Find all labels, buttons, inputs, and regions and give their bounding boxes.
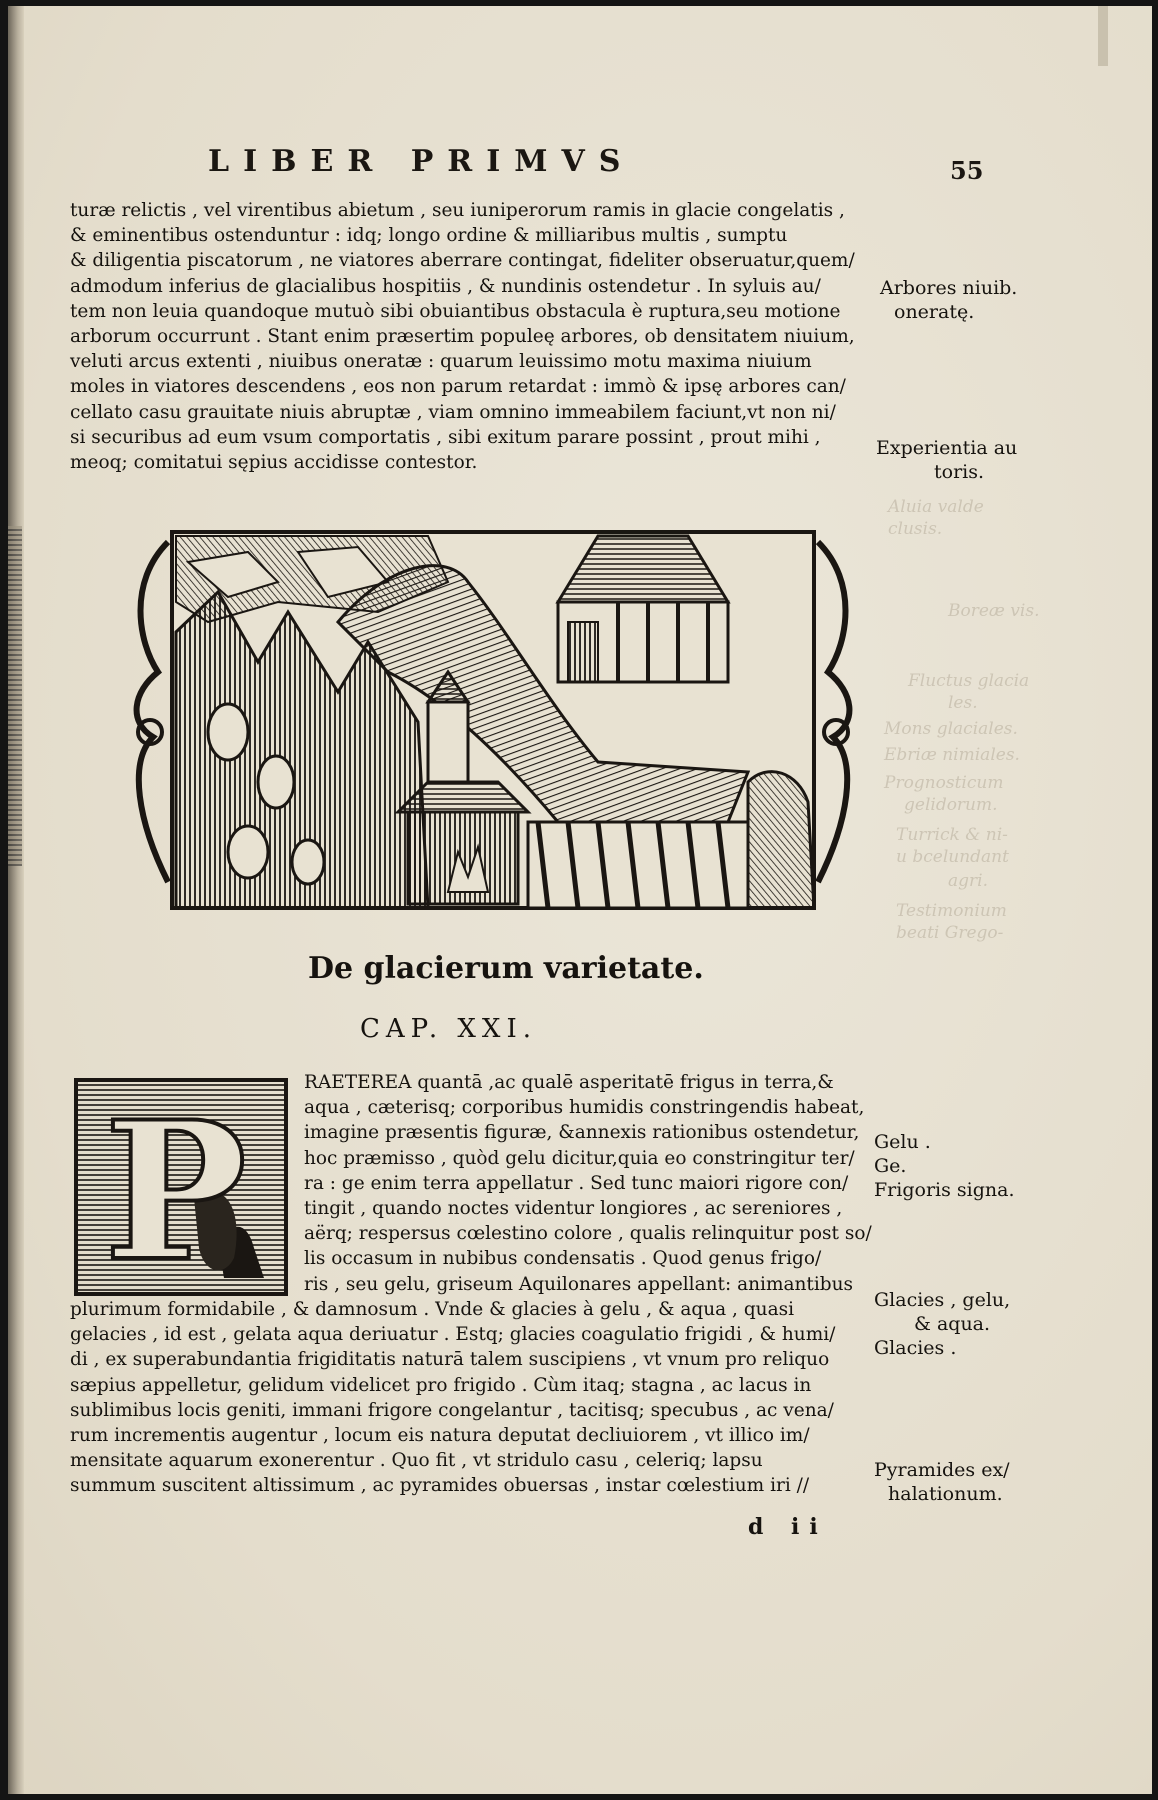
margin-note-line: Glacies , gelu, — [874, 1289, 1011, 1311]
top-paragraph — [70, 198, 870, 475]
margin-note-glacies — [874, 1288, 1010, 1360]
text-line: ris , seu gelu, griseum Aquilonares appellant: animantibus — [304, 1273, 854, 1295]
text-line: sublimibus locis geniti, immani frigore congelantur , tacitisq; specubus , ac vena/ — [70, 1399, 834, 1421]
text-line: gelacies , id est , gelata aqua deriuatur . Estq; glacies coagulatio frigidi , & humi/ — [70, 1324, 836, 1346]
margin-note-line: halationum. — [888, 1483, 1003, 1505]
text-line: rum incrementis augentur , locum eis natura deputat decliuiorem , vt illico im/ — [70, 1425, 810, 1447]
book-page — [8, 6, 1152, 1794]
margin-note-line: Glacies . — [874, 1337, 957, 1359]
show-through-note: Ebriæ nimiales. — [884, 745, 1020, 765]
page-tab — [1098, 6, 1108, 66]
show-through-note: u bcelundant — [896, 847, 1009, 867]
text-line: & eminentibus ostenduntur : idq; longo ordine & milliaribus multis , sumptu — [70, 225, 788, 247]
chapter-number: CAP. XXI. — [360, 1014, 537, 1044]
text-line: cellato casu grauitate niuis abruptæ , viam omnino immeabilem faciunt,vt non ni/ — [70, 401, 836, 423]
show-through-note: Aluia valde — [888, 497, 984, 517]
text-line: mensitate aquarum exonerentur . Quo fit , vt stridulo casu , celeriq; lapsu — [70, 1450, 763, 1472]
text-line: lis occasum in nubibus condensatis . Quod genus frigo/ — [304, 1248, 822, 1270]
signature-mark: d ii — [748, 1514, 828, 1540]
text-line: moles in viatores descendens , eos non parum retardat : immò & ipsę arbores can/ — [70, 376, 846, 398]
text-line: hoc præmisso , quòd gelu dicitur,quia eo constringitur ter/ — [304, 1147, 855, 1169]
show-through-note: agri. — [948, 871, 988, 891]
chapter-title: De glacierum varietate. — [308, 951, 704, 986]
show-through-note: Mons glaciales. — [884, 719, 1018, 739]
text-line: summum suscitent altissimum , ac pyramides obuersas , instar cœlestium iri // — [70, 1475, 810, 1497]
margin-note-line: & aqua. — [914, 1313, 991, 1335]
margin-note-line: Frigoris signa. — [874, 1179, 1015, 1201]
initial-paragraph — [304, 1070, 876, 1297]
initial-woodcut-svg — [74, 1078, 288, 1296]
decorated-initial — [74, 1078, 288, 1296]
text-line: RAETEREA quantā ,ac qualē asperitatē frigus in terra,& — [304, 1072, 834, 1093]
show-through-note: Turrick & ni- — [896, 825, 1008, 845]
margin-note-experientia — [876, 436, 1017, 484]
text-line: aqua , cæterisq; corporibus humidis constringendis habeat, — [304, 1097, 865, 1119]
text-line: veluti arcus extenti , niuibus oneratæ : quarum leuissimo motu maxima niuium — [70, 351, 812, 373]
show-through-note: clusis. — [888, 519, 943, 539]
show-through-note: Prognosticum — [884, 773, 1004, 793]
page-number: 55 — [950, 156, 984, 185]
text-line: imagine præsentis figuræ, &annexis rationibus ostendetur, — [304, 1122, 860, 1144]
woodcut-svg — [128, 522, 858, 918]
show-through-note: les. — [948, 693, 978, 713]
text-line: ra : ge enim terra appellatur . Sed tunc maiori rigore con/ — [304, 1172, 849, 1194]
margin-note-line: Arbores niuib. — [880, 277, 1018, 299]
text-line: admodum inferius de glacialibus hospitiis , & nundinis ostendetur . In syluis au/ — [70, 275, 821, 297]
text-line: & diligentia piscatorum , ne viatores aberrare contingat, fideliter obseruatur,quem/ — [70, 250, 855, 272]
text-line: arborum occurrunt . Stant enim præsertim populeę arbores, ob densitatem niuium, — [70, 326, 855, 348]
show-through-note: Fluctus glacia — [908, 671, 1030, 691]
glacier-woodcut-illustration — [128, 522, 858, 918]
margin-note-gelu — [874, 1130, 1015, 1202]
margin-note-arbores — [880, 276, 1017, 324]
margin-note-pyramides — [874, 1458, 1010, 1506]
bottom-paragraph — [70, 1297, 870, 1499]
margin-note-line: Pyramides ex/ — [874, 1459, 1010, 1481]
text-line: di , ex superabundantia frigiditatis naturā talem suscipiens , vt vnum pro reliquo — [70, 1349, 830, 1371]
text-line: tem non leuia quandoque mutuò sibi obuiantibus obstacula è ruptura,seu motione — [70, 300, 841, 322]
initial-letter: P — [104, 1080, 247, 1296]
text-line: meoq; comitatui sępius accidisse contestor. — [70, 452, 478, 474]
margin-note-line: Gelu . — [874, 1131, 931, 1153]
show-through-note: beati Grego- — [896, 923, 1004, 943]
show-through-note: Testimonium — [896, 901, 1007, 921]
page-gutter — [8, 6, 24, 1794]
text-line: turæ relictis , vel virentibus abietum , seu iuniperorum ramis in glacie congelatis , — [70, 200, 845, 221]
margin-note-line: Ge. — [874, 1155, 907, 1177]
facing-page-edge — [8, 526, 22, 866]
text-line: aërq; respersus cœlestino colore , qualis relinquitur post so/ — [304, 1223, 872, 1245]
text-line: tingit , quando noctes videntur longiores , ac sereniores , — [304, 1198, 843, 1220]
text-line: plurimum formidabile , & damnosum . Vnde & glacies à gelu , & aqua , quasi — [70, 1299, 795, 1320]
margin-note-line: Experientia au — [876, 437, 1018, 459]
text-line: si securibus ad eum vsum comportatis , sibi exitum parare possint , prout mihi , — [70, 426, 821, 448]
show-through-note: Boreæ vis. — [948, 601, 1040, 621]
margin-note-line: oneratę. — [894, 301, 975, 323]
running-head: LIBER PRIMVS — [208, 144, 635, 179]
text-line: sæpius appelletur, gelidum videlicet pro frigido . Cùm itaq; stagna , ac lacus in — [70, 1374, 812, 1396]
show-through-note: gelidorum. — [904, 795, 998, 815]
margin-note-line: toris. — [934, 461, 985, 483]
